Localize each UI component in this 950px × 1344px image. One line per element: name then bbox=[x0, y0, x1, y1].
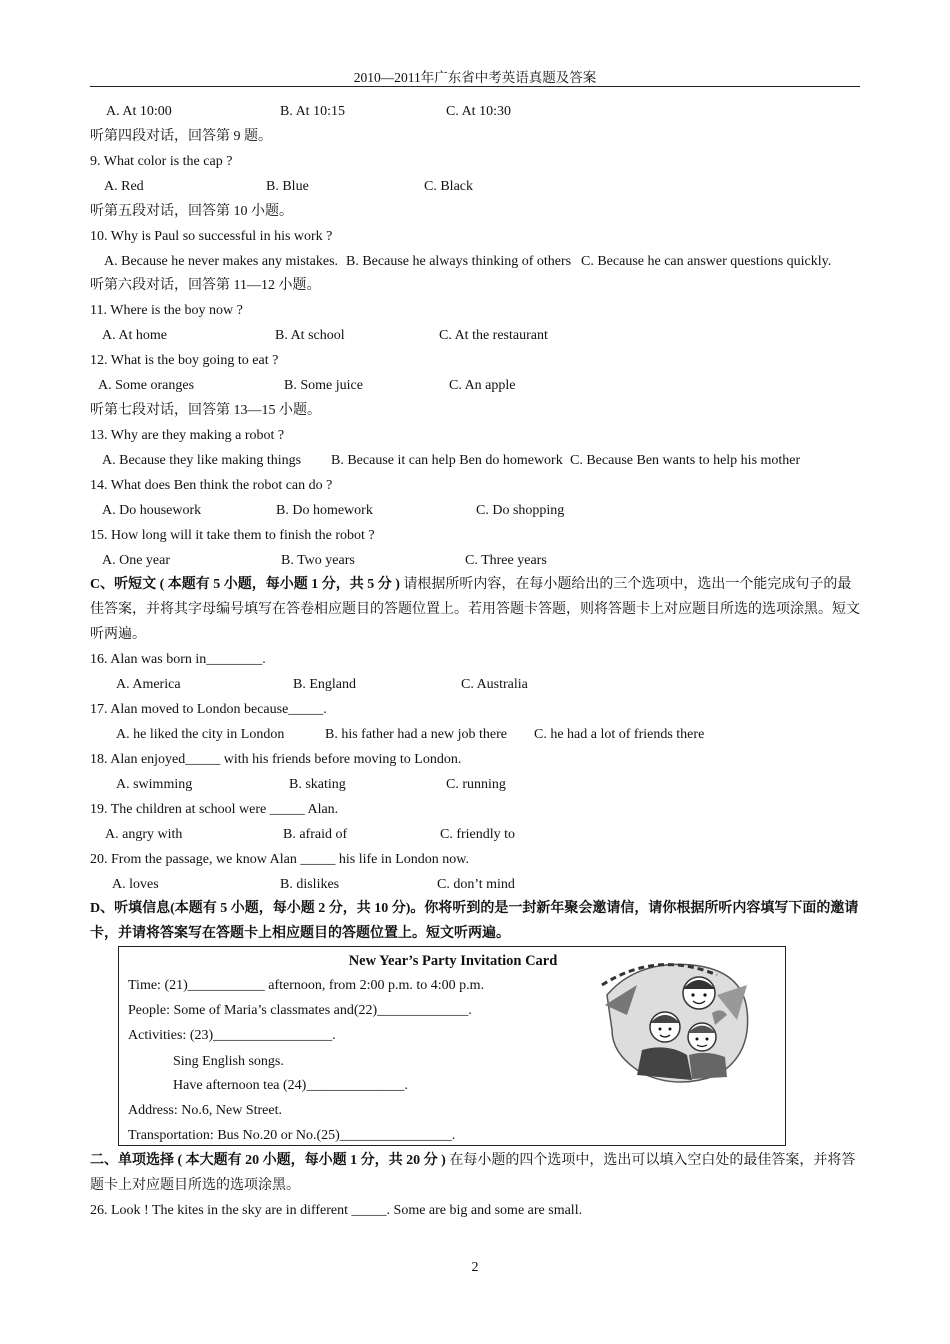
q14-stem: 14. What does Ben think the robot can do ? bbox=[90, 478, 333, 493]
q18-option-c: C. running bbox=[446, 777, 506, 792]
q12-option-a: A. Some oranges bbox=[98, 378, 195, 393]
q13-option-c: C. Because Ben wants to help his mother bbox=[570, 453, 801, 468]
q20-option-a: A. loves bbox=[112, 877, 159, 892]
instruction-q10: 听第五段对话，回答第 10 小题。 bbox=[90, 204, 293, 219]
card-activity-tea: Have afternoon tea (24)______________. bbox=[173, 1078, 408, 1093]
header-rule bbox=[90, 86, 860, 87]
q19-stem: 19. The children at school were _____ Alan. bbox=[90, 802, 339, 817]
q12-option-c: C. An apple bbox=[449, 378, 516, 393]
q9-option-c: C. Black bbox=[424, 179, 473, 194]
q16-stem: 16. Alan was born in________. bbox=[90, 652, 266, 667]
card-address: Address: No.6, New Street. bbox=[128, 1103, 282, 1118]
q10-option-c: C. Because he can answer questions quickly. bbox=[581, 254, 832, 269]
q8-option-b: B. At 10:15 bbox=[280, 104, 345, 119]
q14-option-b: B. Do homework bbox=[276, 503, 373, 518]
q14-option-c: C. Do shopping bbox=[476, 503, 565, 518]
card-people: People: Some of Maria’s classmates and(22)_____________. bbox=[128, 1003, 472, 1018]
q15-option-b: B. Two years bbox=[281, 553, 355, 568]
page-header-title: 2010—2011年广东省中考英语真题及答案 bbox=[353, 70, 597, 85]
q14-option-a: A. Do housework bbox=[102, 503, 202, 518]
instruction-q11: 听第六段对话，回答第 11—12 小题。 bbox=[90, 278, 321, 293]
section-c-instruction-text: 请根据所听内容，在每小题给出的三个选项中，选出一个能完成句子的最佳答案，并将其字母编号填写在答卷相应题目的答题位置上。若用答题卡答题，则将答题卡上对应题目所选的选项涂黑。短文听两遍。 bbox=[90, 577, 860, 642]
section-2-title: 二、单项选择 ( 本大题有 20 小题，每小题 1 分，共 20 分 ) bbox=[90, 1153, 446, 1168]
q12-stem: 12. What is the boy going to eat ? bbox=[90, 353, 279, 368]
q20-option-c: C. don’t mind bbox=[437, 877, 515, 892]
instruction-q13: 听第七段对话，回答第 13—15 小题。 bbox=[90, 403, 321, 418]
q17-option-c: C. he had a lot of friends there bbox=[534, 727, 705, 742]
q15-option-a: A. One year bbox=[102, 553, 171, 568]
q8-option-a: A. At 10:00 bbox=[106, 104, 172, 119]
q16-option-a: A. America bbox=[116, 677, 181, 692]
q17-stem: 17. Alan moved to London because_____. bbox=[90, 702, 327, 717]
q13-stem: 13. Why are they making a robot ? bbox=[90, 428, 285, 443]
children-party-illustration bbox=[597, 955, 757, 1085]
q16-option-c: C. Australia bbox=[461, 677, 528, 692]
section-c-title: C、听短文 ( 本题有 5 小题，每小题 1 分，共 5 分 ) bbox=[90, 577, 400, 592]
q18-stem: 18. Alan enjoyed_____ with his friends before moving to London. bbox=[90, 752, 462, 767]
q11-option-a: A. At home bbox=[102, 328, 167, 343]
q26-stem: 26. Look ! The kites in the sky are in different _____. Some are big and some are small. bbox=[90, 1203, 583, 1218]
section-2-instructions bbox=[90, 1148, 860, 1198]
q17-option-a: A. he liked the city in London bbox=[116, 727, 285, 742]
q16-option-b: B. England bbox=[293, 677, 356, 692]
q15-option-c: C. Three years bbox=[465, 553, 547, 568]
q19-option-a: A. angry with bbox=[105, 827, 183, 842]
q20-stem: 20. From the passage, we know Alan _____ his life in London now. bbox=[90, 852, 469, 867]
card-time: Time: (21)___________ afternoon, from 2:00 p.m. to 4:00 p.m. bbox=[128, 978, 485, 993]
q13-option-b: B. Because it can help Ben do homework bbox=[331, 453, 563, 468]
q15-stem: 15. How long will it take them to finish the robot ? bbox=[90, 528, 375, 543]
q13-option-a: A. Because they like making things bbox=[102, 453, 302, 468]
q19-option-c: C. friendly to bbox=[440, 827, 516, 842]
q11-option-b: B. At school bbox=[275, 328, 345, 343]
q18-option-b: B. skating bbox=[289, 777, 346, 792]
q19-option-b: B. afraid of bbox=[283, 827, 348, 842]
q12-option-b: B. Some juice bbox=[284, 378, 363, 393]
section-c-instructions bbox=[90, 572, 860, 647]
q9-option-b: B. Blue bbox=[266, 179, 309, 194]
q9-stem: 9. What color is the cap ? bbox=[90, 154, 233, 169]
q11-option-c: C. At the restaurant bbox=[439, 328, 548, 343]
q10-option-b: B. Because he always thinking of others bbox=[346, 254, 572, 269]
page-number: 2 bbox=[471, 1260, 479, 1275]
card-activities: Activities: (23)_________________. bbox=[128, 1028, 336, 1043]
q9-option-a: A. Red bbox=[104, 179, 144, 194]
card-title: New Year’s Party Invitation Card bbox=[348, 953, 558, 969]
q8-option-c: C. At 10:30 bbox=[446, 104, 511, 119]
q18-option-a: A. swimming bbox=[116, 777, 193, 792]
q17-option-b: B. his father had a new job there bbox=[325, 727, 507, 742]
card-transportation: Transportation: Bus No.20 or No.(25)________________. bbox=[128, 1128, 456, 1143]
q11-stem: 11. Where is the boy now ? bbox=[90, 303, 243, 318]
q20-option-b: B. dislikes bbox=[280, 877, 340, 892]
q10-stem: 10. Why is Paul so successful in his work ? bbox=[90, 229, 333, 244]
instruction-q9: 听第四段对话，回答第 9 题。 bbox=[90, 129, 272, 144]
section-2-instruction-text: 在每小题的四个选项中，选出可以填入空白处的最佳答案，并将答题卡上对应题目所选的选项涂黑。 bbox=[90, 1153, 856, 1193]
section-d-title: D、听填信息(本题有 5 小题，每小题 2 分，共 10 分)。你将听到的是一封新年聚会邀请信，请你根据所听内容填写下面的邀请卡，并请将答案写在答题卡上相应题目的答题位置上。短文听两遍。 bbox=[90, 901, 859, 941]
invitation-card bbox=[118, 946, 786, 1146]
card-activity-sing: Sing English songs. bbox=[173, 1054, 284, 1069]
q10-option-a: A. Because he never makes any mistakes. bbox=[104, 254, 339, 269]
